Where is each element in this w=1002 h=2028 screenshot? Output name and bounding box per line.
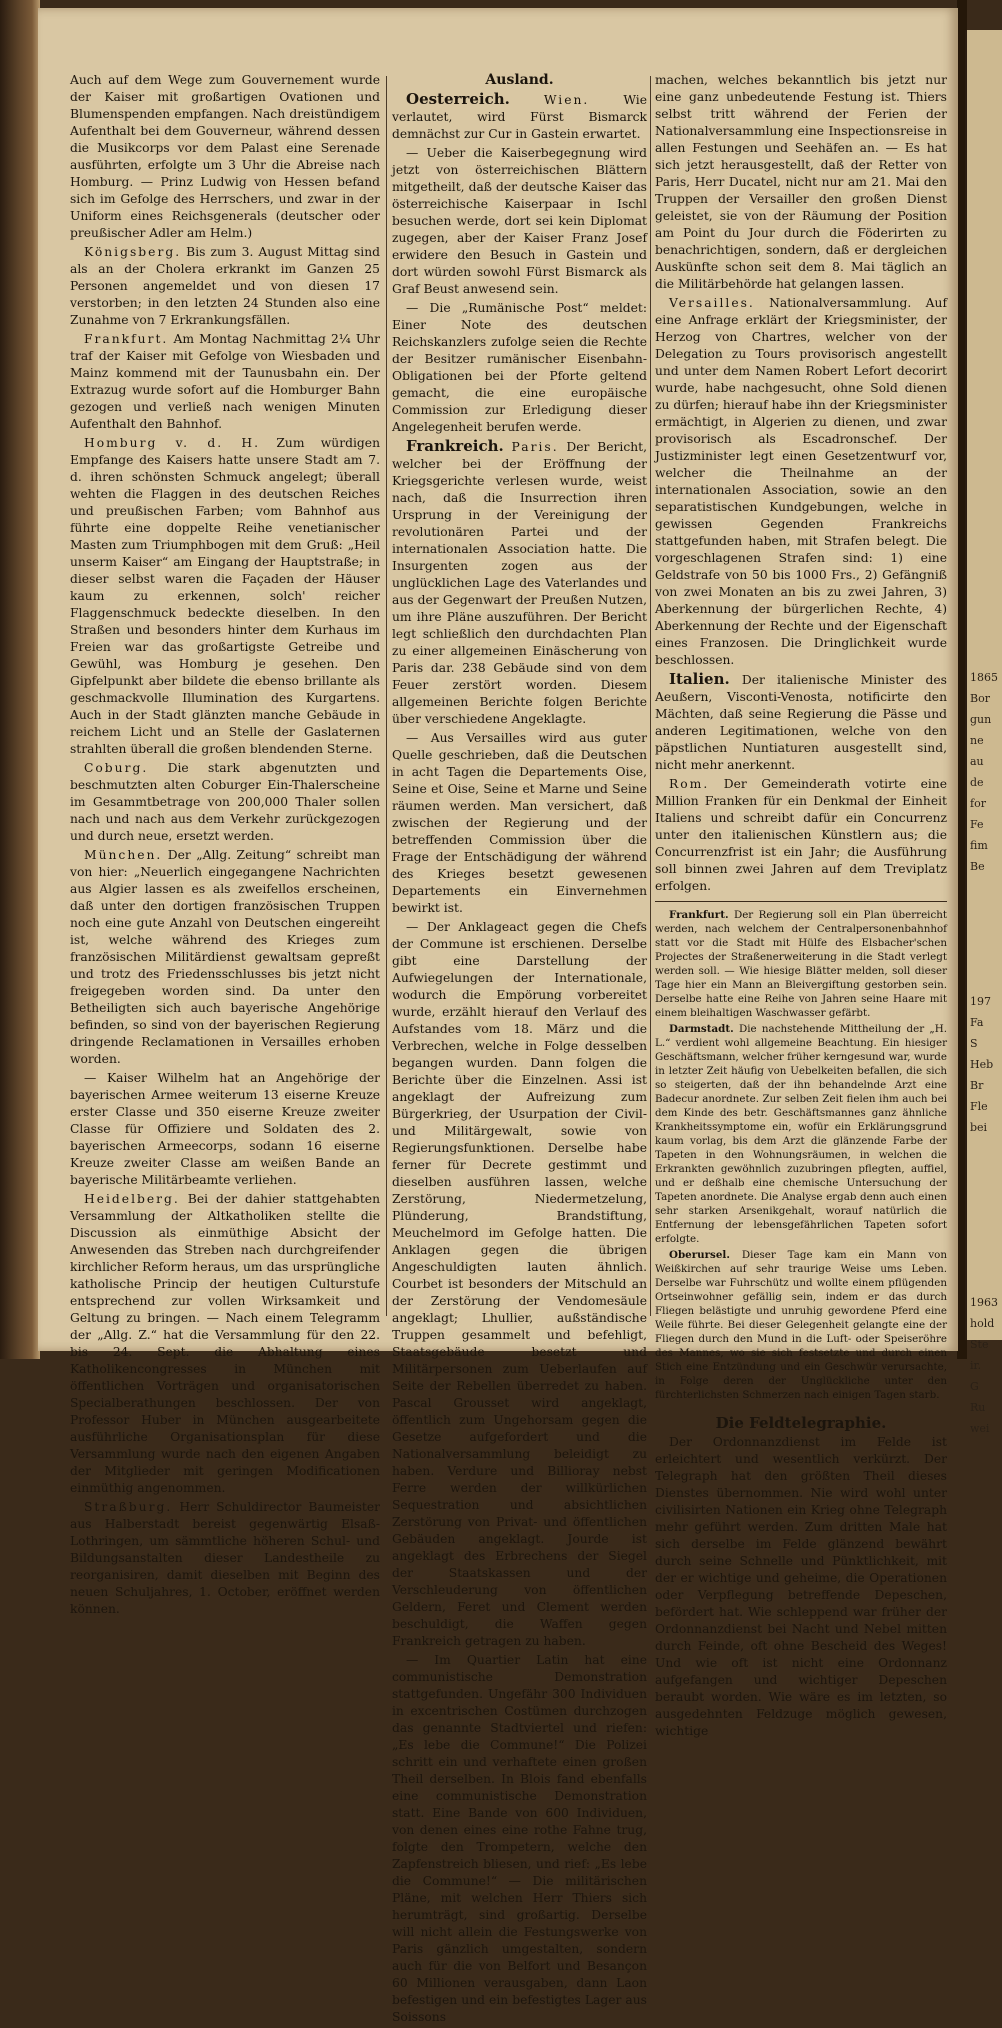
edge-fragment: au	[970, 755, 984, 768]
edge-fragment: Ste	[970, 1338, 989, 1351]
dateline: München.	[84, 848, 163, 862]
edge-fragment: Be	[970, 860, 985, 873]
local-news-item: Oberursel. Dieser Tage kam ein Mann von Weißkirchen auf sehr traurige Weise ums Leben. Derselbe war Fuhrschütz und wollte einem pflügenden Ortseinwohner gefällig sein, indem er das durch Fliegen belästigte und unruhig gewordene Pferd eine Weile führte. Bei dieser Gelegenheit gelangte eine der Fliegen durch den Mund in die Luft- oder Speiseröhre des Mannes, wo sie sich festsetzte und durch einen Stich eine Entzündung und ein Geschwür verursachte, in Folge deren der Unglückliche unter den fürchterlichsten Schmerzen nach einigen Tagen starb.	[655, 1249, 947, 1401]
edge-fragment: bei	[970, 1121, 988, 1134]
section-title: Ausland.	[485, 72, 554, 88]
edge-fragment: Fe	[970, 818, 984, 831]
dateline: Versailles.	[669, 296, 755, 310]
column-middle	[392, 72, 647, 2028]
section-divider	[655, 901, 947, 902]
edge-fragment: wei	[970, 1422, 990, 1435]
edge-fragment: Ru	[970, 1401, 986, 1414]
edge-fragments	[967, 670, 1002, 1436]
country-heading: Oesterreich.	[406, 90, 510, 108]
paragraph: Der Ordonnanzdienst im Felde ist erleichtert und wesentlich verkürzt. Der Telegraph hat den größten Theil dieses Dienstes übernommen. Nie wird wohl unter civilisirten Nationen ein Krieg ohne Telegraph mehr geführt werden. Zum dritten Male hat sich derselbe im Felde glänzend bewährt durch seine Schnelle und Pünktlichkeit, mit der er wichtige und geheime, die Operationen oder Verpflegung betreffende Depeschen, befördert hat. Wie schleppend war früher der Ordonnanzdienst bei Nacht und Nebel mitten durch Feinde, oft ohne Bescheid des Weges! Und wie oft ist nicht eine Ordonnanz aufgefangen und wichtiger Depeschen beraubt worden. Wie wäre es im letzten, so ausgedehnten Feldzuge möglich gewesen, wichtige	[655, 1435, 947, 1738]
dateline: Paris.	[511, 440, 559, 454]
edge-fragment: de	[970, 776, 984, 789]
column-right	[655, 72, 947, 1742]
paragraph: Straßburg. Herr Schuldirector Baumeister aus Halberstadt bereist gegenwärtig Elsaß-Lothringen, um sämmtliche höheren Schul- und Bildungsanstalten dieser Landestheile zu reorganisiren, damit dieselben mit Beginn des neuen Schuljahres, 1. October, eröffnet werden können.	[70, 1500, 380, 1616]
edge-fragment: ne	[970, 734, 984, 747]
paragraph: Homburg v. d. H. Zum würdigen Empfange des Kaisers hatte unsere Stadt am 7. d. ihren schönsten Schmuck angelegt; überall wehten die Flaggen in des deutschen Reiches und preußischen Farben; vom Bahnhof aus führte eine doppelte Reihe venetianischer Masten zum Triumphbogen mit dem Gruß: „Heil unserm Kaiser“ am Eingang der Hauptstraße; in dieser selbst waren die Façaden der Häuser kaum zu erkennen, solch' reicher Flaggenschmuck bedeckte dieselben. In den Straßen und besonders hinter dem Kurhaus im Freien war das großartigste Getreibe und Gewühl, was Homburg je gesehen. Den Gipfelpunkt aber bildete die ebenso brillante als geschmackvolle Illumination des Kurgartens. Auch in der Stadt glänzten manche Gebäude in reichem Licht und an Stelle der Gaslaternen strahlten überall die großen blendenden Sterne.	[70, 436, 380, 756]
edge-fragment: Fa	[970, 1016, 984, 1029]
dateline: Frankfurt.	[84, 332, 169, 346]
paragraph: Italien. Der italienische Minister des Aeußern, Visconti-Venosta, notificirte den Mächten, daß seine Regierung die Pässe und anderen Legitimationen, welche von den päpstlichen Nuntiaturen ausgestellt sind, nicht mehr anerkennt.	[655, 670, 947, 772]
paragraph: — Der Anklageact gegen die Chefs der Commune ist erschienen. Derselbe gibt eine Darstellung der Aufwiegelungen der Internationale, wodurch die Empörung vorbereitet wurde, erzählt hierauf den Verlauf des Aufstandes vom 18. März und die Verbrechen, welche in Folge desselben begangen wurden. Dann folgen die Berichte über die Einzelnen. Assi ist angeklagt der Aufreizung zum Bürgerkrieg, der Usurpation der Civil- und Militärgewalt, sowie von Regierungsfunktionen. Derselbe habe ferner für Decrete gestimmt und dieselben ausführen lassen, welche Zerstörung, Niedermetzelung, Plünderung, Brandstiftung, Meuchelmord im Gefolge hatten. Die Anklagen gegen die übrigen Angeschuldigten lauten ähnlich. Courbet ist besonders der Mitschuld an der Zerstörung der Vendomesäule angeklagt; Lhullier, außständische Truppen gesammelt und befehligt, Staatsgebäude besetzt und Militärpersonen zum Ueberlaufen auf Seite der Rebellen überredet zu haben. Pascal Grousset wird angeklagt, öffentlich zum Ungehorsam gegen die Gesetze aufgefordert und die Nationalversammlung beleidigt zu haben. Verdure und Billioray nebst Ferre werden der willkürlichen Sequestration und absichtlichen Zerstörung von Privat- und öffentlichen Gebäuden angeklagt. Jourde ist angeklagt des Erbrechens der Siegel der Staatskassen und der Verschleuderung von öffentlichen Geldern, Feret und Clement werden beschuldigt, die Waffen gegen Frankreich getragen zu haben.	[392, 920, 647, 1648]
paragraph: Frankreich. Paris. Der Bericht, welcher bei der Eröffnung der Kriegsgerichte verlesen wurde, weist nach, daß die Insurrection ihren Ursprung in der Vereinigung der revolutionären Partei und der internationalen Association hatte. Die Insurgenten zogen aus der unglücklichen Lage des Vaterlandes und aus der Gegenwart der Preußen Nutzen, um ihre Pläne auszuführen. Der Bericht legt schließlich den durchdachten Plan zu einer allgemeinen Einäscherung von Paris dar. 238 Gebäude sind von dem Feuer zerstört worden. Diesem allgemeinen Berichte folgen Berichte über verschiedene Angeklagte.	[392, 437, 647, 726]
country-heading: Italien.	[669, 670, 730, 688]
paragraph: — Die „Rumänische Post“ meldet: Einer Note des deutschen Reichskanzlers zufolge seien die Rechte der Besitzer rumänischer Eisenbahn-Obligationen bei der Pforte geltend gemacht, die eine europäische Commission zur Erledigung dieser Angelegenheit berufen werde.	[392, 301, 647, 434]
paragraph: Coburg. Die stark abgenutzten und beschmutzten alten Coburger Ein-Thalerscheine im Gesammtbetrage von 200,000 Thaler sollen nach und nach aus dem Verkehr zurückgezogen und durch neue, ersetzt werden.	[70, 761, 380, 843]
dateline: Wien.	[543, 93, 590, 107]
dateline: Darmstadt.	[669, 1023, 734, 1035]
feuilleton-headline: Die Feldtelegraphie.	[715, 1414, 887, 1432]
edge-fragment: 1963	[970, 1296, 998, 1309]
paragraph: Rom. Der Gemeinderath votirte eine Million Franken für ein Denkmal der Einheit Italiens und schreibt dafür ein Concurrenz unter den italienischen Künstlern aus; die Concurrenzfrist ist ein Jahr; die Ausführung soll binnen zwei Jahren auf dem Treviplatz erfolgen.	[655, 777, 947, 893]
country-heading: Frankreich.	[406, 437, 504, 455]
paragraph: — Ueber die Kaiserbegegnung wird jetzt von österreichischen Blättern mitgetheilt, daß der deutsche Kaiser das österreichische Kaiserpaar in Ischl besuchen werde, dort sei kein Diplomat zugegen, aber der Kaiser Franz Josef erwidere den Besuch in Gastein und dort würden sowohl Fürst Bismarck als Graf Beust anwesend sein.	[392, 146, 647, 296]
edge-fragment: Br	[970, 1079, 984, 1092]
paragraph: — Im Quartier Latin hat eine communistische Demonstration stattgefunden. Ungefähr 300 Individuen in excentrischen Costümen durchzogen das genannte Stadtviertel und riefen: „Es lebe die Commune!“ Die Polizei schritt ein und verhaftete einen großen Theil derselben. In Blois fand ebenfalls eine communistische Demonstration statt. Eine Bande von 600 Individuen, von denen eines eine rothe Fahne trug, folgte den Trompetern, welche den Zapfenstreich bliesen, und rief: „Es lebe die Commune!“ — Die militärischen Pläne, mit welchen Herr Thiers sich herumträgt, sind großartig. Derselbe will nicht allein die Festungswerke von Paris gänzlich umgestalten, sondern auch für die von Belfort und Besançon 60 Millionen verausgaben, dann Laon befestigen und ein befestigtes Lager aus Soissons	[392, 1653, 647, 2024]
edge-fragment: Bor	[970, 692, 990, 705]
edge-fragment: ir.	[970, 1359, 982, 1372]
local-news-item: Darmstadt. Die nachstehende Mittheilung der „H. L.“ verdient wohl allgemeine Beachtung. Ein hiesiger Geschäftsmann, welcher früher kerngesund war, wurde in letzter Zeit häufig von Uebelkeiten befallen, die sich so steigerten, daß der ihn behandelnde Arzt eine Badecur anordnete. Zur selben Zeit fielen ihm auch bei dem Kinde des betr. Geschäftsmannes ganz ähnliche Krankheitssymptome ein, wofür ein Erklärungsgrund kaum vorlag, bis dem Arzt die glänzende Farbe der Tapeten in den Wohnungsräumen, in welchen die Erkrankten gewöhnlich zuzubringen pflegten, auffiel, und er deßhalb eine chemische Untersuchung der Tapeten anordnete. Die Analyse ergab denn auch einen sehr starken Arsenikgehalt, worauf natürlich die Entfernung der lebensgefährlichen Tapeten sofort erfolgte.	[655, 1023, 947, 1245]
paragraph: — Kaiser Wilhelm hat an Angehörige der bayerischen Armee weiterum 13 eiserne Kreuze erster Classe und 350 eiserne Kreuze zweiter Classe für Offiziere und Soldaten des 2. bayerischen Armeecorps, sodann 16 eiserne Kreuze zweiter Classe am weißen Bande an bayerische Militärbeamte verliehen.	[70, 1071, 380, 1187]
dateline: Königsberg.	[84, 245, 182, 259]
edge-fragment: G	[970, 1380, 979, 1393]
local-news-item: Frankfurt. Der Regierung soll ein Plan überreicht werden, nach welchem der Centralpersonenbahnhof statt vor die Stadt mit Hülfe des Elsbacher'schen Projectes der Straßenerweiterung in die Stadt verlegt werden soll. — Wie hiesige Blätter melden, soll dieser Tage hier ein Mann an Bleivergiftung gestorben sein. Derselbe hatte eine Reihe von Jahren seine Haare mit einem bleihaltigen Waschwasser gefärbt.	[655, 909, 947, 1019]
paragraph: Königsberg. Bis zum 3. August Mittag sind als an der Cholera erkrankt im Ganzen 25 Personen angemeldet und von diesen 17 verstorben; in den letzten 24 Stunden also eine Zunahme von 7 Erkrankungsfällen.	[70, 245, 380, 327]
section-divider	[655, 1408, 947, 1409]
next-page-edge	[965, 30, 1002, 1435]
edge-fragment: gun	[970, 713, 992, 726]
dateline: Coburg.	[84, 761, 149, 775]
dateline: Rom.	[669, 777, 710, 791]
dateline: Heidelberg.	[84, 1192, 180, 1206]
edge-fragment: hold	[970, 1317, 995, 1330]
dateline: Homburg v. d. H.	[84, 436, 261, 450]
edge-fragment: S	[970, 1037, 978, 1050]
edge-fragment: fim	[970, 839, 988, 852]
paragraph: — Aus Versailles wird aus guter Quelle geschrieben, daß die Deutschen in acht Tagen die Departements Oise, Seine et Oise, Seine et Marne und Seine räumen werden. Man versichert, daß zwischen der Regierung und der betreffenden Commission über die Frage der Entschädigung der während des Krieges besetzt gewesenen Departements ein Einvernehmen bewirkt ist.	[392, 731, 647, 915]
paragraph: München. Der „Allg. Zeitung“ schreibt man von hier: „Neuerlich eingegangene Nachrichten aus Algier lassen es als zweifellos erscheinen, daß unter den dortigen französischen Truppen noch eine gute Anzahl von Deutschen eingereiht ist, welche während des Krieges zum französischen Militärdienst gewaltsam gepreßt und trotz des Friedensschlusses bis jetzt nicht freigegeben worden sind. Da unter den Betheiligten sich auch bayerische Angehörige befinden, so sind von der bayerischen Regierung dringende Reclamationen in Versailles erhoben worden.	[70, 848, 380, 1066]
column-rule	[386, 76, 387, 1316]
dateline: Straßburg.	[84, 1500, 173, 1514]
column-rule	[650, 76, 651, 1316]
dateline: Frankfurt.	[669, 909, 729, 921]
edge-fragment: 1865	[970, 671, 998, 684]
edge-fragment: for	[970, 797, 986, 810]
paragraph: Versailles. Nationalversammlung. Auf eine Anfrage erklärt der Kriegsminister, der Herzog von Chartres, welcher von der Delegation zu Tours provisorisch angestellt und unter dem Namen Robert Lefort decorirt wurde, habe nachgesucht, ohne Sold dienen zu dürfen; hierauf habe ihn der Kriegsminister ermächtigt, in Algerien zu dienen, und zwar provisorisch als Escadronschef. Der Justizminister legt einen Gesetzentwurf vor, welcher die Theilnahme an der internationalen Association, sowie an den separatistischen Kundgebungen, welche in gewissen Gegenden Frankreichs stattgefunden haben, mit Strafen belegt. Die vorgeschlagenen Strafen sind: 1) eine Geldstrafe von 50 bis 1000 Frs., 2) Gefängniß von zwei Monaten an bis zu zwei Jahren, 3) Aberkennung der bürgerlichen Rechte, 4) Aberkennung der Rechte und der Eigenschaft eines Franzosen. Die Dringlichkeit wurde beschlossen.	[655, 296, 947, 667]
paragraph: Auch auf dem Wege zum Gouvernement wurde der Kaiser mit großartigen Ovationen und Blumenspenden empfangen. Nach dreistündigem Aufenthalt bei dem Gouverneur, während dessen die Musikcorps vor dem Palast eine Serenade ausführten, erfolgte um 3 Uhr die Abreise nach Homburg. — Prinz Ludwig von Hessen befand sich im Gefolge des Herrschers, und zwar in der Uniform eines Reichsgenerals (deutscher oder preußischer Adler am Helm.)	[70, 73, 380, 240]
paragraph: Heidelberg. Bei der dahier stattgehabten Versammlung der Altkatholiken stellte die Discussion als einmüthige Absicht der Anwesenden das Streben nach durchgreifender kirchlicher Reform heraus, um das ursprüngliche katholische Princip der heutigen Culturstufe entsprechend zur vollen Wirksamkeit und Geltung zu bringen. — Nach einem Telegramm der „Allg. Z.“ hat die Versammlung für den 22. bis 24. Sept. die Abhaltung eines Katholikencongresses in München mit öffentlichen Vorträgen und organisatorischen Specialberathungen beschlossen. Der von Professor Huber in München ausgearbeitete ausführliche Organisationsplan für diese Versammlung wurde nach den eigenen Angaben der Mitglieder mit geringen Modificationen einmüthig angenommen.	[70, 1192, 380, 1495]
paragraph: machen, welches bekanntlich bis jetzt nur eine ganz unbedeutende Festung ist. Thiers selbst tritt während der Ferien der Nationalversammlung eine Inspectionsreise in allen Festungen und Seehäfen an. — Es hat sich jetzt herausgestellt, daß der Retter von Paris, Herr Ducatel, nicht nur am 21. Mai den Truppen der Versailler den großen Dienst geleistet, sie von der Räumung der Position am Point du Jour durch die Föderirten zu benachrichtigen, sondern, daß er dergleichen Auskünfte schon seit dem 8. Mai täglich an die Militärbehörde hat gelangen lassen.	[655, 73, 947, 291]
paragraph: Frankfurt. Am Montag Nachmittag 2¼ Uhr traf der Kaiser mit Gefolge von Wiesbaden und Mainz kommend mit der Taunusbahn ein. Der Extrazug wurde sofort auf die Homburger Bahn gezogen und verließ nach wenigen Minuten Aufenthalt den Bahnhof.	[70, 332, 380, 431]
edge-fragment: Fle	[970, 1100, 988, 1113]
column-left	[70, 72, 380, 1620]
book-spine	[0, 0, 40, 1359]
edge-fragment: Heb	[970, 1058, 994, 1071]
edge-fragment: 197	[970, 995, 991, 1008]
dateline: Oberursel.	[669, 1249, 730, 1261]
paragraph: Oesterreich. Wien. Wie verlautet, wird Fürst Bismarck demnächst zur Cur in Gastein erwartet.	[392, 90, 647, 141]
